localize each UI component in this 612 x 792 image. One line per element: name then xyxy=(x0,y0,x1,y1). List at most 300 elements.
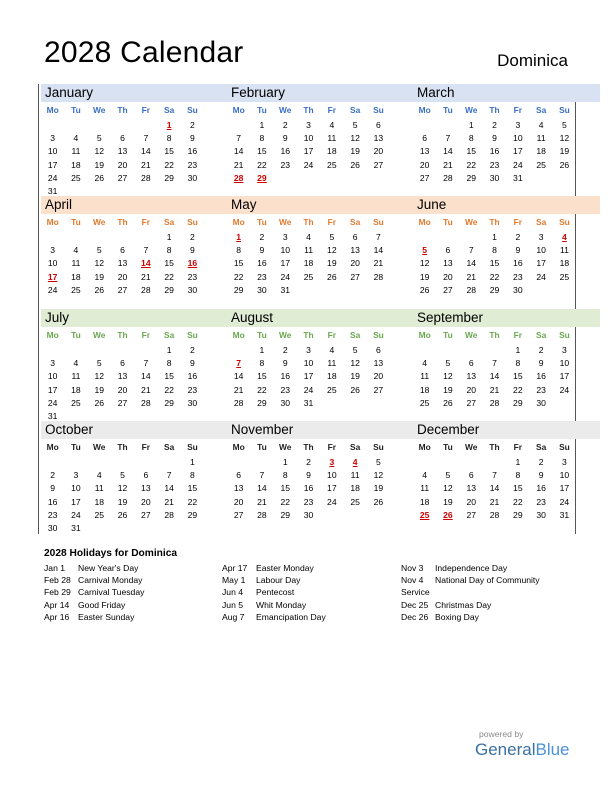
calendar-day: 21 xyxy=(489,496,500,507)
empty-day xyxy=(134,231,157,244)
week-row xyxy=(41,145,228,158)
week-row xyxy=(41,119,228,132)
calendar-day: 24 xyxy=(47,284,58,295)
week-row xyxy=(413,132,600,145)
calendar-day: 9 xyxy=(515,245,521,256)
calendar-day: 15 xyxy=(280,483,291,494)
holiday-entry xyxy=(222,599,326,611)
calendar-day: 3 xyxy=(73,470,79,481)
calendar-day: 18 xyxy=(71,271,81,282)
calendar-day: 26 xyxy=(327,271,337,282)
holiday-date: Jan 1 xyxy=(44,563,66,573)
calendar-day: 3 xyxy=(50,245,56,256)
calendar-day: 16 xyxy=(187,146,198,157)
calendar-day: 14 xyxy=(141,371,151,382)
calendar-day: 23 xyxy=(257,271,267,282)
calendar-day: 4 xyxy=(538,120,544,130)
week-row xyxy=(41,257,228,270)
calendar-day: 6 xyxy=(120,245,125,256)
holiday-entry xyxy=(401,586,540,598)
calendar-day: 11 xyxy=(71,371,81,382)
weekday-label: Su xyxy=(373,442,384,452)
holiday-day: 4 xyxy=(352,457,358,467)
calendar-day: 7 xyxy=(259,470,265,481)
calendar-day: 23 xyxy=(536,384,546,395)
weekday-label: Su xyxy=(187,330,198,340)
calendar-day: 7 xyxy=(492,470,497,481)
calendar-day: 17 xyxy=(47,384,58,395)
holiday-date: Apr 16 xyxy=(44,611,70,622)
calendar-day: 6 xyxy=(468,470,474,481)
holiday-name: Boxing Day xyxy=(435,611,479,622)
weekday-label: Tu xyxy=(71,330,81,340)
calendar-day: 28 xyxy=(257,509,267,520)
calendar-day: 24 xyxy=(559,496,570,507)
calendar-day: 20 xyxy=(233,496,244,507)
calendar-day: 8 xyxy=(166,133,172,144)
weekday-label: Th xyxy=(117,442,128,452)
calendar-day: 22 xyxy=(257,159,267,170)
calendar-day: 12 xyxy=(373,470,384,481)
calendar-day: 12 xyxy=(559,133,570,144)
empty-day xyxy=(134,344,157,357)
calendar-day: 21 xyxy=(141,159,151,170)
calendar-day: 15 xyxy=(513,371,523,382)
calendar-day: 17 xyxy=(280,258,291,269)
calendar-day: 19 xyxy=(94,159,105,170)
calendar-day: 19 xyxy=(419,271,430,282)
calendar-day: 30 xyxy=(47,522,58,533)
calendar-day: 13 xyxy=(443,258,453,269)
week-row xyxy=(41,469,228,482)
weekday-label: Sa xyxy=(164,217,175,227)
calendar-day: 20 xyxy=(443,271,453,282)
calendar-day: 16 xyxy=(280,146,291,157)
calendar-day: 11 xyxy=(420,371,430,382)
weekday-label: Th xyxy=(489,105,500,115)
empty-day xyxy=(88,231,111,244)
weekday-label: Fr xyxy=(327,442,337,452)
calendar-day: 1 xyxy=(166,232,172,242)
calendar-day: 22 xyxy=(164,384,174,395)
calendar-day: 27 xyxy=(466,509,477,520)
month-name: December xyxy=(413,421,600,439)
calendar-day: 11 xyxy=(350,470,360,481)
calendar-day: 6 xyxy=(352,232,358,242)
week-row xyxy=(227,145,414,158)
empty-day xyxy=(460,344,483,357)
calendar-day: 2 xyxy=(538,345,544,355)
holiday-entry xyxy=(401,611,540,623)
week-row xyxy=(413,159,600,172)
empty-day xyxy=(227,456,250,469)
calendar-day: 22 xyxy=(187,496,198,507)
empty-day xyxy=(111,231,134,244)
weekday-label: Th xyxy=(303,105,314,115)
calendar-day: 25 xyxy=(327,159,337,170)
calendar-day: 24 xyxy=(71,509,81,520)
weekday-header-row xyxy=(227,102,414,119)
empty-day xyxy=(111,119,134,132)
calendar-day: 10 xyxy=(47,371,58,382)
calendar-day: 29 xyxy=(164,397,174,408)
weekday-label: We xyxy=(93,330,106,340)
empty-day xyxy=(460,456,483,469)
calendar-day: 17 xyxy=(536,258,546,269)
calendar-day: 8 xyxy=(259,358,265,369)
week-row xyxy=(413,344,600,357)
calendar-day: 5 xyxy=(96,245,102,256)
calendar-day: 5 xyxy=(329,232,335,242)
calendar-day: 9 xyxy=(538,358,544,369)
calendar-day: 7 xyxy=(166,470,172,481)
calendar-day: 23 xyxy=(187,384,198,395)
week-row xyxy=(413,145,600,158)
holiday-date: Jun 5 xyxy=(222,599,244,610)
calendar-day: 10 xyxy=(559,358,570,369)
calendar-day: 26 xyxy=(350,159,360,170)
weekday-label: Mo xyxy=(232,217,245,227)
calendar-day: 21 xyxy=(373,258,384,269)
calendar-day: 4 xyxy=(96,470,102,481)
weekday-label: Mo xyxy=(46,105,59,115)
weekday-label: Fr xyxy=(141,330,151,340)
calendar-day: 13 xyxy=(373,133,384,144)
calendar-day: 22 xyxy=(233,271,244,282)
calendar-day: 25 xyxy=(419,397,430,408)
calendar-day: 11 xyxy=(559,245,569,256)
week-row xyxy=(41,384,228,397)
calendar-day: 18 xyxy=(327,146,337,157)
calendar-day: 14 xyxy=(443,146,453,157)
empty-day xyxy=(436,456,459,469)
calendar-day: 9 xyxy=(306,470,311,481)
week-row xyxy=(413,384,600,397)
calendar-day: 8 xyxy=(515,470,521,481)
calendar-day: 12 xyxy=(327,245,337,256)
calendar-day: 11 xyxy=(94,483,104,494)
week-row xyxy=(413,482,600,495)
calendar-day: 15 xyxy=(257,146,267,157)
weekday-label: We xyxy=(465,330,478,340)
empty-day xyxy=(529,172,552,185)
calendar-day: 31 xyxy=(280,284,291,295)
calendar-day: 2 xyxy=(190,232,195,242)
calendar-day: 8 xyxy=(166,358,172,369)
weekday-label: We xyxy=(465,442,478,452)
calendar-day: 19 xyxy=(350,371,360,382)
weekday-header-row xyxy=(41,327,228,344)
calendar-day: 29 xyxy=(513,509,523,520)
calendar-day: 28 xyxy=(443,172,453,183)
calendar-day: 29 xyxy=(233,284,244,295)
weekday-header-row xyxy=(41,439,228,456)
calendar-day: 9 xyxy=(190,245,195,256)
calendar-day: 10 xyxy=(47,146,58,157)
calendar-day: 13 xyxy=(350,245,360,256)
calendar-day: 19 xyxy=(350,146,360,157)
calendar-day: 30 xyxy=(257,284,267,295)
calendar-day: 10 xyxy=(280,245,291,256)
empty-day xyxy=(181,522,204,535)
week-row xyxy=(413,370,600,383)
calendar-day: 17 xyxy=(327,483,337,494)
calendar-day: 21 xyxy=(489,384,500,395)
empty-day xyxy=(41,231,64,244)
calendar-day: 20 xyxy=(117,271,128,282)
week-row xyxy=(41,231,228,244)
empty-day xyxy=(436,119,459,132)
empty-day xyxy=(227,119,250,132)
calendar-day: 24 xyxy=(303,159,314,170)
calendar-day: 21 xyxy=(466,271,477,282)
calendar-day: 5 xyxy=(96,133,102,144)
calendar-day: 23 xyxy=(536,496,546,507)
calendar-day: 4 xyxy=(306,232,311,242)
calendar-day: 1 xyxy=(259,345,265,355)
calendar-day: 1 xyxy=(282,457,288,467)
empty-day xyxy=(343,284,366,297)
calendar-day: 21 xyxy=(257,496,267,507)
calendar-day: 27 xyxy=(419,172,430,183)
calendar-day: 16 xyxy=(47,496,58,507)
calendar-day: 6 xyxy=(468,358,474,369)
empty-day xyxy=(64,456,87,469)
weekday-label: Mo xyxy=(46,217,59,227)
generalblue-logo[interactable] xyxy=(475,740,570,760)
calendar-day: 5 xyxy=(445,470,451,481)
calendar-day: 5 xyxy=(120,470,125,481)
calendar-day: 17 xyxy=(303,146,314,157)
holiday-day: 3 xyxy=(329,457,335,467)
calendar-day: 15 xyxy=(513,483,523,494)
weekday-label: Tu xyxy=(443,330,453,340)
month-november xyxy=(227,421,414,533)
calendar-day: 19 xyxy=(443,384,453,395)
calendar-day: 11 xyxy=(71,258,81,269)
calendar-day: 22 xyxy=(513,384,523,395)
calendar-day: 11 xyxy=(327,358,337,369)
calendar-day: 8 xyxy=(515,358,521,369)
week-row xyxy=(227,231,414,244)
calendar-day: 18 xyxy=(419,384,430,395)
calendar-day: 14 xyxy=(233,146,244,157)
calendar-day: 26 xyxy=(443,397,453,408)
holiday-entry xyxy=(44,586,144,598)
page-title: 2028 Calendar xyxy=(44,36,244,69)
calendar-day: 15 xyxy=(233,258,244,269)
empty-day xyxy=(320,397,343,410)
calendar-day: 23 xyxy=(513,271,523,282)
weekday-label: Th xyxy=(303,330,314,340)
empty-day xyxy=(436,344,459,357)
empty-day xyxy=(111,522,134,535)
calendar-day: 2 xyxy=(282,120,288,130)
calendar-day: 8 xyxy=(468,133,474,144)
calendar-day: 31 xyxy=(71,522,81,533)
calendar-day: 19 xyxy=(117,496,128,507)
empty-day xyxy=(367,284,390,297)
calendar-day: 28 xyxy=(164,509,174,520)
holiday-day: 25 xyxy=(419,509,430,520)
week-row xyxy=(41,496,228,509)
calendar-day: 29 xyxy=(164,172,174,183)
weekday-header-row xyxy=(227,327,414,344)
weekday-label: Fr xyxy=(513,442,523,452)
calendar-day: 29 xyxy=(466,172,477,183)
calendar-day: 5 xyxy=(376,457,381,467)
weekday-label: Fr xyxy=(327,217,337,227)
calendar-day: 26 xyxy=(94,172,105,183)
calendar-day: 4 xyxy=(422,358,428,369)
calendar-day: 2 xyxy=(50,470,56,481)
calendar-day: 29 xyxy=(280,509,291,520)
calendar-day: 13 xyxy=(233,483,244,494)
week-row xyxy=(41,456,228,469)
holiday-day: 29 xyxy=(257,172,267,183)
calendar-day: 18 xyxy=(419,496,430,507)
holiday-entry xyxy=(44,562,144,574)
empty-day xyxy=(320,172,343,185)
holiday-date: Apr 17 xyxy=(222,563,248,573)
weekday-label: Su xyxy=(373,217,384,227)
holiday-entry xyxy=(401,599,540,611)
weekday-label: Sa xyxy=(164,442,175,452)
calendar-day: 13 xyxy=(419,146,430,157)
weekday-label: Su xyxy=(373,105,384,115)
calendar-day: 13 xyxy=(117,371,128,382)
weekday-label: We xyxy=(465,105,478,115)
calendar-day: 15 xyxy=(489,258,500,269)
calendar-day: 12 xyxy=(94,371,105,382)
calendar-day: 1 xyxy=(515,345,521,355)
weekday-label: Sa xyxy=(350,105,361,115)
month-name: June xyxy=(413,196,600,214)
week-row xyxy=(227,357,414,370)
empty-day xyxy=(88,456,111,469)
calendar-day: 28 xyxy=(233,397,244,408)
calendar-day: 26 xyxy=(350,384,360,395)
calendar-day: 22 xyxy=(257,384,267,395)
month-march xyxy=(413,84,600,196)
calendar-day: 22 xyxy=(164,159,174,170)
holiday-entry xyxy=(222,586,326,598)
brand-blue: Blue xyxy=(535,740,570,759)
calendar-day: 27 xyxy=(443,284,453,295)
weekday-label: Su xyxy=(187,442,198,452)
weekday-header-row xyxy=(41,214,228,231)
calendar-day: 27 xyxy=(117,284,128,295)
holiday-name: National Day of Community xyxy=(435,575,540,586)
calendar-day: 16 xyxy=(280,371,291,382)
calendar-day: 30 xyxy=(280,397,291,408)
calendar-day: 15 xyxy=(164,258,174,269)
calendar-day: 2 xyxy=(515,232,521,242)
calendar-day: 18 xyxy=(536,146,546,157)
holiday-day: 26 xyxy=(443,509,453,520)
calendar-day: 8 xyxy=(282,470,288,481)
calendar-day: 2 xyxy=(306,457,311,467)
month-name: September xyxy=(413,309,600,327)
holiday-date: Dec 26 xyxy=(401,611,429,622)
calendar-day: 20 xyxy=(373,146,384,157)
calendar-day: 5 xyxy=(445,358,451,369)
week-row xyxy=(227,172,414,185)
month-june xyxy=(413,196,600,308)
calendar-day: 9 xyxy=(50,483,56,494)
calendar-day: 5 xyxy=(96,358,102,369)
calendar-day: 22 xyxy=(489,271,500,282)
weekday-label: Su xyxy=(559,217,570,227)
calendar-day: 9 xyxy=(259,245,265,256)
calendar-day: 11 xyxy=(420,483,430,494)
calendar-day: 9 xyxy=(492,133,497,144)
calendar-day: 27 xyxy=(373,384,384,395)
calendar-day: 18 xyxy=(350,483,360,494)
weekday-label: Mo xyxy=(418,330,431,340)
empty-day xyxy=(157,456,180,469)
weekday-label: We xyxy=(279,442,292,452)
holiday-date: Nov 4 xyxy=(401,575,424,586)
calendar-day: 25 xyxy=(303,271,314,282)
holiday-column xyxy=(222,562,326,623)
month-name: April xyxy=(41,196,228,214)
calendar-day: 14 xyxy=(489,371,500,382)
calendar-day: 31 xyxy=(513,172,523,183)
empty-day xyxy=(413,119,436,132)
empty-day xyxy=(41,344,64,357)
calendar-day: 4 xyxy=(73,245,79,256)
weekday-header-row xyxy=(413,439,600,456)
calendar-day: 16 xyxy=(187,371,198,382)
calendar-day: 29 xyxy=(164,284,174,295)
weekday-label: Sa xyxy=(350,330,361,340)
week-row xyxy=(413,257,600,270)
country-name: Dominica xyxy=(497,51,568,70)
weekday-label: Th xyxy=(303,442,314,452)
calendar-day: 24 xyxy=(303,384,314,395)
weekday-label: Tu xyxy=(443,217,453,227)
calendar-day: 19 xyxy=(443,496,453,507)
calendar-day: 7 xyxy=(143,245,149,256)
calendar-day: 13 xyxy=(466,483,477,494)
calendar-day: 3 xyxy=(538,232,544,242)
calendar-day: 10 xyxy=(71,483,81,494)
holiday-date: Feb 29 xyxy=(44,587,71,598)
weekday-header-row xyxy=(227,214,414,231)
weekday-label: Su xyxy=(559,442,570,452)
weekday-label: Tu xyxy=(71,442,81,452)
week-row xyxy=(413,357,600,370)
calendar-day: 1 xyxy=(166,345,172,355)
weekday-label: We xyxy=(93,217,106,227)
holiday-entry xyxy=(401,574,540,586)
weekday-label: Th xyxy=(117,105,128,115)
empty-day xyxy=(413,456,436,469)
calendar-day: 19 xyxy=(559,146,570,157)
calendar-day: 21 xyxy=(141,271,151,282)
calendar-day: 1 xyxy=(492,232,497,242)
week-row xyxy=(227,344,414,357)
calendar-day: 14 xyxy=(141,146,151,157)
calendar-day: 10 xyxy=(303,133,314,144)
calendar-day: 2 xyxy=(492,120,497,130)
calendar-day: 24 xyxy=(47,172,58,183)
calendar-day: 9 xyxy=(190,358,195,369)
week-row xyxy=(227,469,414,482)
calendar-day: 1 xyxy=(515,457,521,467)
calendar-day: 4 xyxy=(422,470,428,481)
